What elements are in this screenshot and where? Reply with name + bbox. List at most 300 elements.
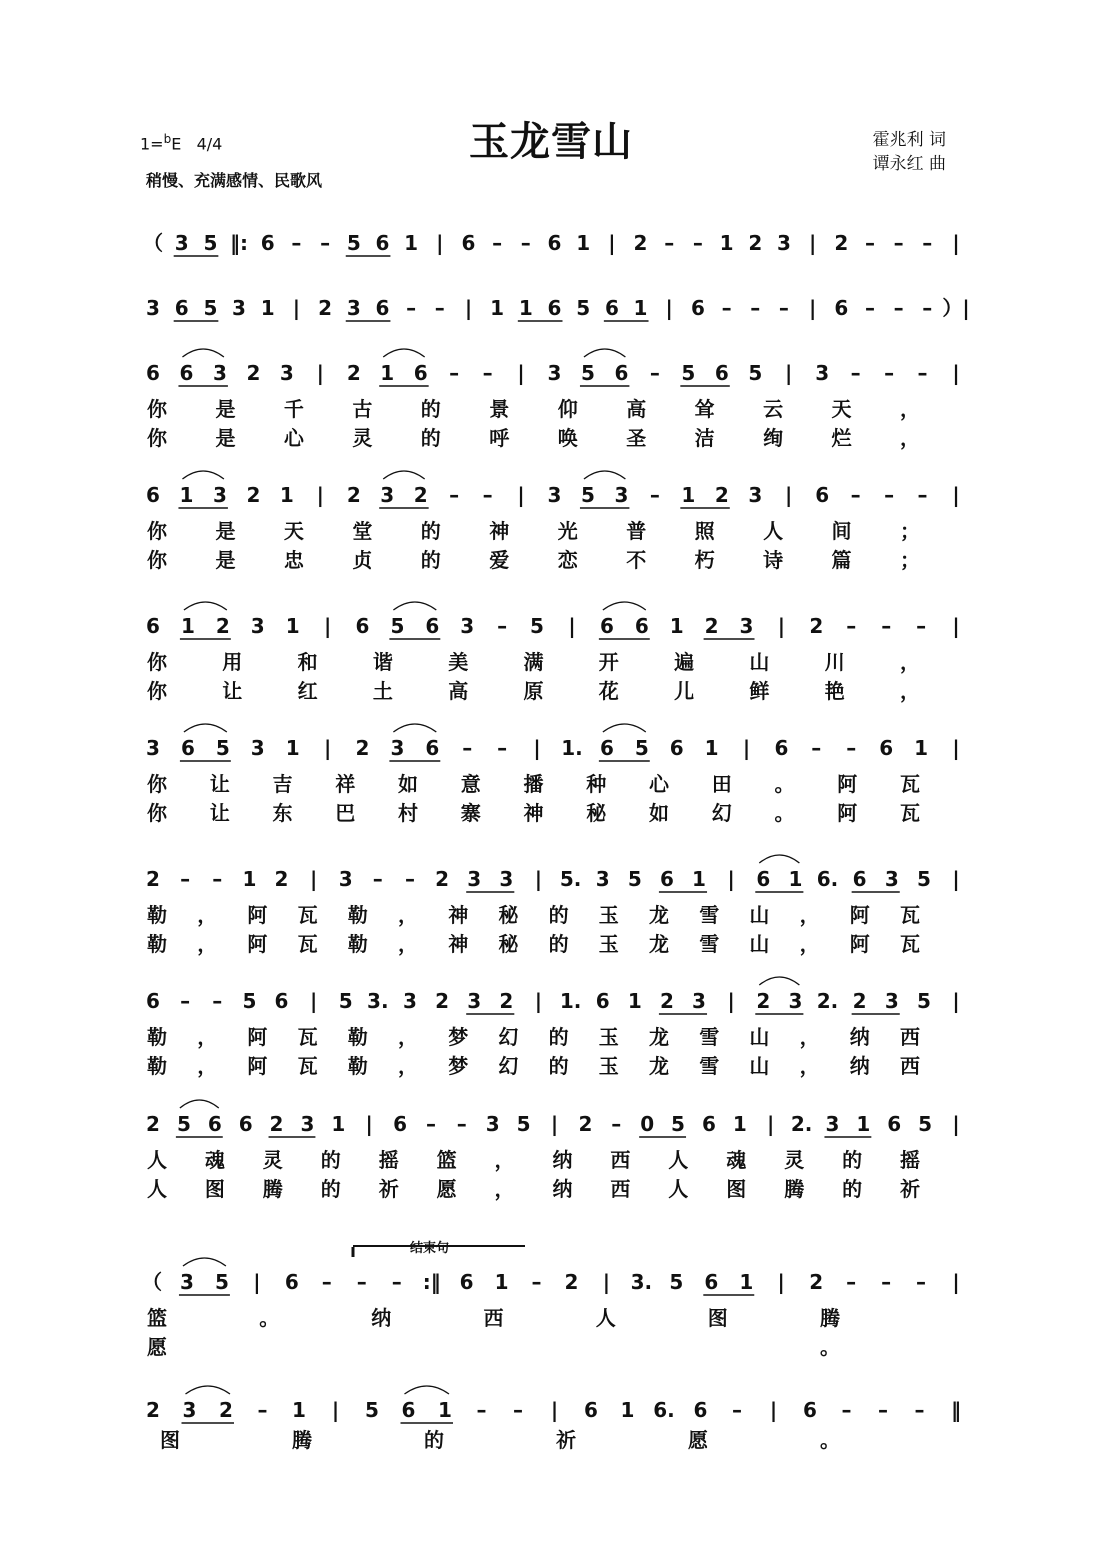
lyric-char: 心 [649,772,669,796]
lyric-char: 恋 [557,548,578,572]
note-token: 1 [285,614,300,638]
lyric-char: 西 [610,1148,631,1172]
note-token: 2 [633,231,648,255]
note-token: | [727,867,735,891]
note-token: – [492,231,503,255]
lyric-char: 的 [424,1428,444,1452]
lyric-char: 。 [259,1306,280,1330]
lyric-char: ， [494,1148,515,1172]
note-token: 5 [203,231,218,255]
note-token: | [292,296,301,320]
note-token: – [513,1398,523,1422]
lyric-char: 的 [548,1025,569,1049]
note-token: | [767,1112,775,1136]
lyric-char: 秘 [498,932,519,956]
note-token: 1 [704,736,719,760]
note-token: 5 [203,296,218,320]
note-token: 6 [146,483,160,507]
lyric-char: 龙 [649,1025,669,1049]
note-token: 3 [547,483,562,507]
lyric-char: 的 [548,1054,569,1078]
note-token: 1 [292,1398,306,1422]
lyric-char: 摇 [378,1148,399,1172]
note-token: 5 [176,1112,191,1136]
note-token: 3 [212,361,227,385]
lyric-char: 勒 [147,932,167,956]
lyric-char: 圣 [626,426,647,450]
note-token: – [850,483,861,507]
lyric-char: 东 [272,801,293,825]
note-token: 1 [627,989,642,1013]
note-token: 3 [547,361,562,385]
lyric-char: 玉 [598,1025,619,1049]
note-token: | [316,361,324,385]
lyric-char: ， [494,1177,515,1201]
note-token: 5 [681,361,696,385]
note-token: 2 [355,736,370,760]
note-token: 5 [634,736,649,760]
note-token: | [534,867,543,891]
note-token: – [850,361,861,385]
lyric-char: 照 [694,519,715,543]
lyric-char: 幻 [498,1025,519,1049]
lyric-char: 忠 [283,548,304,572]
lyric-char: ， [900,679,920,703]
note-token: 3 [146,736,160,760]
note-token: 6 [459,1270,474,1294]
note-token: | [952,867,960,891]
score-row [146,855,960,956]
ending-label: 结束句 [410,1241,450,1256]
lyric-char: 腾 [820,1306,840,1330]
lyric-char: 山 [749,1025,770,1049]
slur-arc [584,471,625,479]
note-token: 5 [918,1112,933,1136]
lyric-char: 阿 [849,903,870,927]
slur-arc [393,724,436,732]
lyric-char: 愿 [147,1335,167,1359]
score-row [146,296,970,321]
note-token: – [434,296,445,320]
note-token: 2 [246,361,261,385]
note-token: 6 [274,989,289,1013]
note-token: | [517,483,525,507]
note-token: – [846,614,857,638]
note-token: | [952,1112,960,1136]
note-token: – [917,483,928,507]
lyric-char: 山 [749,1054,770,1078]
lyric-char: ， [398,1025,418,1049]
lyric-char: 龙 [649,932,669,956]
note-token: 3 [232,296,246,320]
lyric-char: 人 [668,1148,689,1172]
lyric-char: 的 [842,1148,863,1172]
lyric-char: 魂 [204,1148,225,1172]
note-token: 6 [207,1112,222,1136]
lyric-char: 魂 [726,1148,747,1172]
note-token: 6. [653,1398,675,1422]
note-token: | [331,1398,340,1422]
note-token: – [916,1270,926,1294]
note-token: 5 [916,989,931,1013]
lyricist-credit: 霍兆利 词 [872,130,946,150]
lyric-char: 堂 [352,519,373,543]
lyric-char: ， [799,1054,820,1078]
note-token: 2 [809,614,824,638]
note-token: 6 [146,361,160,385]
lyric-char: 洁 [694,426,715,450]
lyric-char: 雪 [699,903,720,927]
lyric-char: ， [197,1025,218,1049]
note-token: | [436,231,444,255]
note-token: | [309,867,318,891]
lyric-char: 西 [900,1054,920,1078]
lyric-char: 你 [147,519,167,543]
lyric-char: 川 [824,650,845,674]
lyric-char: 。 [774,772,795,796]
note-token: 2. [816,989,839,1013]
lyric-char: 高 [448,679,469,703]
lyric-char: 玉 [598,903,619,927]
note-token: 6 [393,1112,408,1136]
lyric-char: 美 [448,650,469,674]
lyric-char: 的 [548,932,569,956]
slur-arc [184,724,227,732]
lyric-char: 瓦 [297,1025,318,1049]
note-token: 1 [681,483,696,507]
note-token: – [865,231,875,255]
lyric-char: 和 [297,650,318,674]
note-token: 1 [732,1112,747,1136]
note-token: 5 [916,867,931,891]
note-token: – [893,231,904,255]
note-token: 2 [564,1270,579,1294]
note-token: 5 [338,989,353,1013]
note-token: 6 [425,736,440,760]
key-flat: b [163,132,172,146]
note-token: | [952,361,960,385]
note-token: | [602,1270,611,1294]
lyric-char: ， [398,932,418,956]
lyric-char: ， [799,932,820,956]
note-token: 2 [852,989,867,1013]
note-token: 2 [146,867,160,891]
lyric-char: 的 [842,1177,863,1201]
note-token: – [531,1270,542,1294]
note-token: | [365,1112,373,1136]
note-token: 6. [816,867,839,891]
lyric-char: 千 [283,397,304,421]
note-token: | [550,1398,559,1422]
lyric-char: 阿 [837,801,858,825]
note-token: 6 [425,614,440,638]
lyric-char: 西 [610,1177,631,1201]
score-row [146,977,960,1078]
slur-arc [383,471,424,479]
note-token: 2 [704,614,719,638]
note-token: 2 [146,1112,160,1136]
lyric-char: 灵 [352,426,373,450]
note-token: 1 [279,483,294,507]
lyric-char: 神 [523,801,544,825]
note-token: （ [142,1270,162,1294]
note-token: 6 [284,1270,299,1294]
lyric-char: 。 [820,1428,840,1452]
note-token: 2 [756,989,771,1013]
note-token: 6 [701,1112,716,1136]
lyric-char: 腾 [784,1177,805,1201]
lyric-char: 雪 [699,1025,720,1049]
note-token: – [497,614,508,638]
lyric-char: 愿 [688,1428,708,1452]
note-token: – [664,231,675,255]
note-token: | [777,1270,785,1294]
lyric-char: 你 [147,772,167,796]
note-token: 3 [250,736,265,760]
note-token: 3 [614,483,629,507]
lyric-char: ； [900,519,920,543]
note-token: | [464,296,473,320]
lyric-char: ， [197,1054,218,1078]
note-token: – [405,867,415,891]
score-row [146,349,960,450]
lyric-char: 如 [398,772,418,796]
note-token: 6 [887,1112,902,1136]
note-token: 3 [346,296,361,320]
note-token: – [846,736,857,760]
note-token: 6 [815,483,830,507]
note-token: 2 [269,1112,284,1136]
note-token: | [952,614,960,638]
note-token: | [785,483,793,507]
note-token: – [212,989,223,1013]
note-token: 1 [404,231,419,255]
time-signature: 4/4 [196,134,223,154]
note-token: 3 [884,989,899,1013]
note-token: 2. [790,1112,813,1136]
lyric-char: 古 [352,397,373,421]
ending-bracket [353,1240,525,1257]
lyric-char: 普 [626,519,647,543]
note-token: – [846,1270,857,1294]
lyric-char: 摇 [900,1148,920,1172]
lyric-char: 让 [222,679,243,703]
note-token: 5 [346,231,361,255]
lyric-char: ， [197,903,218,927]
note-token: 6 [179,361,194,385]
lyric-char: ， [900,650,920,674]
note-token: 6 [852,867,867,891]
lyric-char: 鲜 [749,679,770,703]
lyric-char: 雪 [699,1054,720,1078]
lyric-char: 勒 [347,903,368,927]
key-note: E [171,134,182,154]
lyric-char: 灵 [784,1148,805,1172]
note-token: 1 [914,736,929,760]
note-token: – [878,1398,888,1422]
note-token: – [406,296,417,320]
note-token: – [320,231,331,255]
note-token: :‖ [422,1270,441,1294]
note-token: – [649,483,660,507]
lyric-char: 如 [649,801,669,825]
note-token: – [692,231,703,255]
note-token: – [291,231,302,255]
note-token: 6 [614,361,629,385]
note-token: ‖: [230,231,248,255]
note-token: 3 [776,231,791,255]
lyric-char: 瓦 [297,903,318,927]
lyric-char: 西 [900,1025,920,1049]
lyric-char: 纳 [552,1148,573,1172]
lyric-char: 是 [215,426,236,450]
note-token: – [750,296,761,320]
slur-arc [182,349,223,357]
lyric-char: 篮 [436,1148,457,1172]
note-token: 3 [467,867,482,891]
lyric-char: 山 [749,650,770,674]
note-token: 1 [669,614,684,638]
note-token: 3 [182,1398,197,1422]
note-token: – [811,736,822,760]
note-token: – [476,1398,487,1422]
note-token: 3 [174,231,189,255]
note-token: 5 [214,1270,229,1294]
note-token: 2 [809,1270,824,1294]
note-token: 3 [884,867,899,891]
note-token: 2 [318,296,333,320]
note-token: 1 [331,1112,346,1136]
lyric-char: ， [799,903,820,927]
note-token: 6 [461,231,476,255]
note-token: – [865,296,875,320]
note-token: 6 [756,867,771,891]
lyric-char: 仰 [557,397,578,421]
slur-arc [759,855,799,863]
lyric-char: 祈 [378,1177,399,1201]
note-token: 5 [365,1398,379,1422]
note-token: 6 [690,296,705,320]
note-token: 6 [238,1112,253,1136]
note-token: 2 [435,989,450,1013]
note-token: | [769,1398,778,1422]
lyric-char: 阿 [247,903,268,927]
lyric-char: 腾 [292,1428,312,1452]
lyric-char: 幻 [498,1054,519,1078]
note-token: 2 [413,483,428,507]
note-token: 2 [714,483,729,507]
lyric-char: 人 [595,1306,616,1330]
lyric-char: 龙 [649,903,669,927]
lyric-char: 吉 [272,772,293,796]
note-token: – [449,483,460,507]
lyric-char: 祥 [335,772,356,796]
lyric-char: 祈 [900,1177,920,1201]
note-token: 5 [669,1270,684,1294]
lyric-char: 玉 [598,1054,619,1078]
note-token: 5 [581,483,595,507]
note-token: – [611,1112,622,1136]
lyric-char: 阿 [247,1054,268,1078]
slur-arc [603,724,646,732]
note-token: 6 [146,989,160,1013]
lyric-char: 腾 [262,1177,283,1201]
lyric-char: 绚 [763,426,784,450]
lyric-char: 的 [548,903,569,927]
score-row [146,1100,960,1201]
note-token: | [952,736,960,760]
note-token: – [893,296,904,320]
note-token: 3 [739,614,754,638]
note-token: 6 [659,867,674,891]
lyric-char: 是 [215,519,236,543]
lyric-char: 你 [147,801,167,825]
note-token: | [533,736,541,760]
note-token: 3 [485,1112,500,1136]
note-token: 0 [640,1112,655,1136]
note-token: – [356,1270,367,1294]
note-token: 3 [212,483,227,507]
lyric-char: 人 [668,1177,689,1201]
note-token: | [952,1270,960,1294]
slur-arc [184,602,227,610]
note-token: 1. [561,736,583,760]
note-token: | [742,736,751,760]
note-token: – [391,1270,402,1294]
lyric-char: 开 [598,650,619,674]
lyric-char: ， [799,1025,820,1049]
note-token: 6 [547,296,562,320]
note-token: 1 [438,1398,452,1422]
note-token: | [952,483,960,507]
note-token: 2 [215,614,230,638]
lyric-char: 。 [820,1335,840,1359]
lyric-char: 意 [460,772,481,796]
note-token: – [881,1270,892,1294]
lyric-char: 纳 [849,1054,870,1078]
note-token: 6 [669,736,684,760]
lyric-char: 唤 [557,426,578,450]
note-token: 2 [246,483,261,507]
lyric-char: 呼 [489,426,510,450]
lyric-char: 你 [147,650,167,674]
lyric-char: 西 [483,1306,504,1330]
note-token: 6 [174,296,189,320]
lyric-char: 图 [160,1428,180,1452]
note-token: （ [143,231,163,255]
lyric-char: 村 [398,801,418,825]
lyric-char: 玉 [598,932,619,956]
lyric-char: 艳 [824,679,845,703]
lyric-char: 勒 [147,903,167,927]
note-token: 6 [584,1398,598,1422]
note-token: 6 [547,231,562,255]
note-token: 6 [260,231,275,255]
note-token: 1 [518,296,533,320]
note-token: | [316,483,324,507]
lyric-char: 纳 [552,1177,573,1201]
note-token: | [309,989,318,1013]
note-token: 3 [380,483,395,507]
lyric-char: 的 [320,1177,341,1201]
score-row [143,231,960,256]
note-token: – [884,361,895,385]
note-token: – [916,614,927,638]
note-token: – [881,614,892,638]
note-token: 5 [516,1112,531,1136]
lyric-char: 幻 [711,801,732,825]
lyric-char: 瓦 [900,903,920,927]
